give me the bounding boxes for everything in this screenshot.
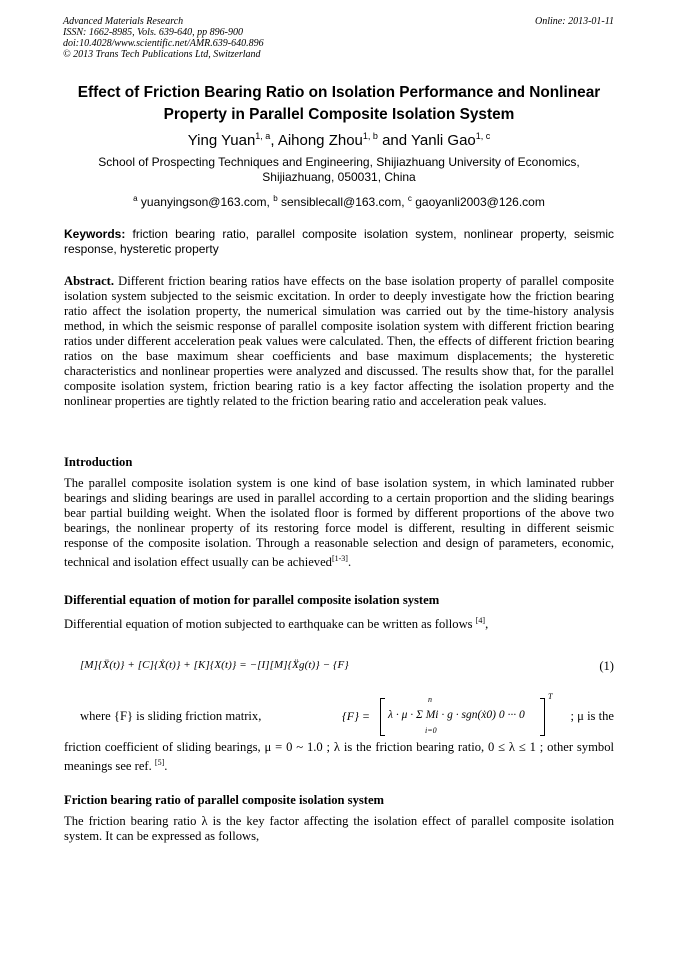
introduction-ref: [1-3] xyxy=(331,554,348,563)
equation-1: [M]{Ẍ(t)} + [C]{Ẋ(t)} + [K]{X(t)} = −[I][M]{Ẍg(t)} − {F} xyxy=(80,659,349,671)
where-lead: where {F} is sliding friction matrix, xyxy=(80,709,262,723)
introduction-paragraph xyxy=(64,476,614,570)
online-date: Online: 2013-01-11 xyxy=(535,16,614,27)
motion-equation-heading: Differential equation of motion for parallel composite isolation system xyxy=(64,593,440,607)
transpose-marker: T xyxy=(548,692,553,701)
friction-bearing-ratio-heading: Friction bearing ratio of parallel composite isolation system xyxy=(64,793,385,807)
author-emails xyxy=(40,191,638,210)
motion-equation-end: , xyxy=(485,617,489,631)
motion-equation-intro xyxy=(64,613,614,632)
doi-line: doi:10.4028/www.scientific.net/AMR.639-640.896 xyxy=(63,38,264,49)
email-c-marker: c xyxy=(407,194,412,203)
copyright-line: © 2013 Trans Tech Publications Ltd, Switzerland xyxy=(63,49,261,60)
friction-matrix-lhs: {F} = xyxy=(342,709,371,723)
friction-bearing-ratio-paragraph: The friction bearing ratio λ is the key factor affecting the isolation effect of parallel composite isolation system. It can be expressed as follows, xyxy=(64,814,614,843)
keywords-text: friction bearing ratio, parallel composite isolation system, nonlinear property, seismic response, hysteretic property xyxy=(64,227,614,256)
introduction-end: . xyxy=(347,555,352,569)
author-1: Ying Yuan xyxy=(187,132,256,149)
author-3: and Yanli Gao xyxy=(377,132,476,149)
motion-equation-ref: [4] xyxy=(475,616,486,625)
title-line-1: Effect of Friction Bearing Ratio on Isolation Performance and Nonlinear xyxy=(77,84,601,101)
journal-header xyxy=(63,16,264,60)
email-c: gaoyanli2003@126.com xyxy=(415,195,545,209)
introduction-heading: Introduction xyxy=(64,455,133,469)
author-2: , Aihong Zhou xyxy=(270,132,363,149)
sum-upper-limit: n xyxy=(428,695,432,704)
equation-1-number: (1) xyxy=(599,659,614,673)
abstract-label: Abstract. xyxy=(64,274,115,288)
paper-title xyxy=(40,82,638,126)
sum-lower-limit: i=0 xyxy=(425,726,437,735)
journal-name: Advanced Materials Research xyxy=(63,16,184,27)
email-a-marker: a xyxy=(133,194,138,203)
title-line-2: Property in Parallel Composite Isolation System xyxy=(163,106,515,123)
friction-matrix-equation xyxy=(342,692,553,738)
keywords xyxy=(64,227,614,257)
author-list xyxy=(40,127,638,150)
keywords-label: Keywords: xyxy=(64,227,126,241)
abstract-text: Different friction bearing ratios have effects on the base isolation property of parallel composite isolation system subjected to the seismic excitation. In order to deeply investigate how the friction bearing ratio affect the isolation property, the numerical simulation was carried out by the time-history analysis method, in which the seismic response of parallel composite isolation system with different friction bearing ratios under different acceleration peak values were calculated. Then, the effects of different friction bearing ratios on the base maximum shear coefficients and base maximum displacements; the hysteretic characteristics and nonlinear properties were analyzed and discussed. The results show that, for the parallel composite isolation system, friction bearing ratio is a key factor affecting the isolation property and the nonlinear properties are tightly related to the friction bearing ratio and acceleration peak values. xyxy=(64,274,614,408)
email-b: sensiblecall@163.com, xyxy=(280,195,408,209)
abstract xyxy=(64,274,614,409)
author-3-affil: 1, c xyxy=(475,131,491,141)
email-a: yuanyingson@163.com, xyxy=(140,195,274,209)
email-b-marker: b xyxy=(273,194,278,203)
issn-line: ISSN: 1662-8985, Vols. 639-640, pp 896-900 xyxy=(63,27,243,38)
motion-equation-text: Differential equation of motion subjected to earthquake can be written as follows xyxy=(64,617,476,631)
left-bracket xyxy=(380,698,385,736)
friction-coefficient-text: friction coefficient of sliding bearings, μ = 0 ~ 1.0 ; λ is the friction bearing ratio, 0 ≤ λ ≤ 1 ; other symbol meanings see ref. xyxy=(64,740,614,773)
author-2-affil: 1, b xyxy=(362,131,378,141)
friction-matrix-body: λ · μ · Σ Mi · g · sgn(ẋ0) 0 ··· 0 xyxy=(388,709,525,721)
affiliation: School of Prospecting Techniques and Engineering, Shijiazhuang University of Economics, Shijiazhuang, 050031, China xyxy=(98,155,580,184)
author-1-affil: 1, a xyxy=(255,131,271,141)
friction-coefficient-end: . xyxy=(164,759,168,773)
friction-coefficient-ref: [5] xyxy=(154,758,165,767)
right-bracket xyxy=(540,698,545,736)
friction-coefficient-paragraph xyxy=(64,740,614,774)
where-tail: ; μ is the xyxy=(570,709,614,723)
introduction-text: The parallel composite isolation system is one kind of base isolation system, in which laminated rubber bearings and sliding bearings are used in parallel according to a certain proportion and the sliding bearings bear partial building weight. When the isolated floor is formed by different proportions of the above two bearings, the nonlinear property of its restoring force model is different, resulting in different seismic response of the composite isolation. Through a reasonable selection and design of parameters, economic, technical and isolation effect usually can be achieved xyxy=(64,476,614,569)
